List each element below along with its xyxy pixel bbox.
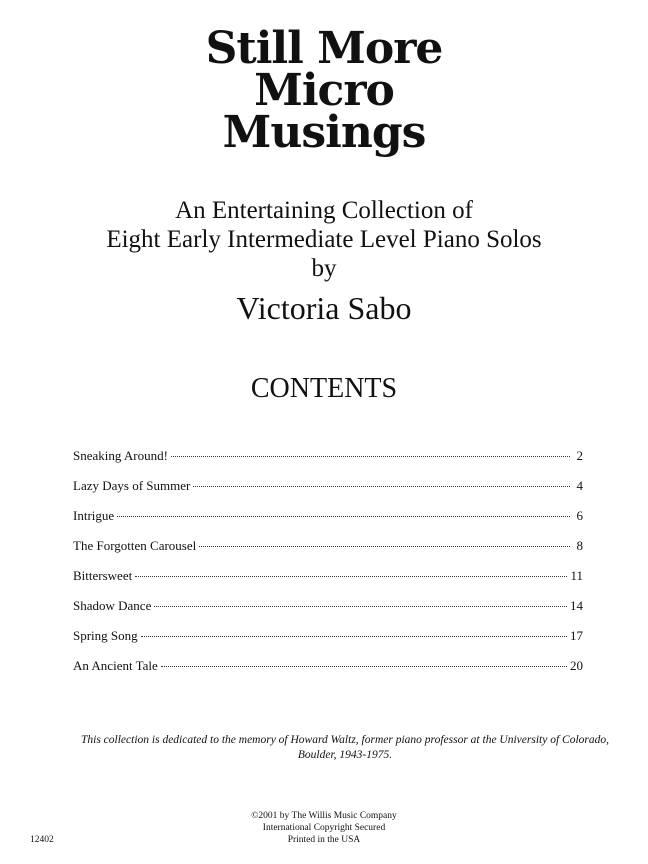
dot-leader	[199, 546, 570, 547]
toc-entry-page: 6	[576, 508, 583, 523]
contents-heading: CONTENTS	[250, 373, 398, 404]
toc-entry-title: The Forgotten Carousel	[73, 538, 197, 553]
toc-entry	[73, 538, 583, 568]
book-title	[0, 23, 648, 158]
copyright-line: ©2001 by The Willis Music Company	[251, 811, 397, 821]
toc-entry-title: Shadow Dance	[73, 598, 152, 613]
subtitle-line: by	[311, 255, 337, 282]
dot-leader	[141, 636, 567, 637]
dot-leader	[171, 456, 570, 457]
toc-entry	[73, 628, 583, 658]
dedication-text: This collection is dedicated to the memory of Howard Waltz, former piano professor at the University of Colorado, Boulder, 1943-1975.	[80, 734, 609, 761]
dot-leader	[154, 606, 567, 607]
copyright-line: International Copyright Secured	[262, 823, 386, 833]
toc-entry-title: Spring Song	[73, 628, 138, 643]
copyright-notice	[0, 810, 648, 846]
toc-entry	[73, 448, 583, 478]
toc-entry-title: Intrigue	[73, 508, 115, 523]
toc-entry-title: Bittersweet	[73, 568, 133, 583]
toc-entry-page: 11	[570, 568, 583, 583]
dot-leader	[193, 486, 570, 487]
copyright-line: Printed in the USA	[287, 835, 361, 845]
subtitle-line: An Entertaining Collection of	[175, 197, 473, 224]
catalog-number: 12402	[30, 835, 54, 845]
title-line: Still More	[205, 23, 443, 74]
author-name: Victoria Sabo	[236, 290, 412, 326]
toc-entry-title: Sneaking Around!	[73, 448, 168, 463]
title-line: Micro	[254, 65, 394, 116]
toc-entry	[73, 658, 583, 688]
table-of-contents	[73, 448, 583, 688]
toc-entry-title: Lazy Days of Summer	[73, 478, 191, 493]
toc-entry-page: 4	[576, 478, 583, 493]
book-subtitle	[0, 196, 648, 283]
toc-entry	[73, 478, 583, 508]
dot-leader	[161, 666, 567, 667]
toc-entry	[73, 568, 583, 598]
dot-leader	[117, 516, 570, 517]
toc-entry-page: 17	[570, 628, 583, 643]
toc-entry	[73, 598, 583, 628]
toc-entry-page: 14	[570, 598, 583, 613]
toc-entry	[73, 508, 583, 538]
dot-leader	[135, 576, 567, 577]
toc-entry-title: An Ancient Tale	[73, 658, 158, 673]
toc-entry-page: 2	[576, 448, 583, 463]
toc-entry-page: 20	[570, 658, 583, 673]
toc-entry-page: 8	[576, 538, 583, 553]
title-line: Musings	[222, 107, 426, 158]
subtitle-line: Eight Early Intermediate Level Piano Solos	[106, 226, 542, 253]
